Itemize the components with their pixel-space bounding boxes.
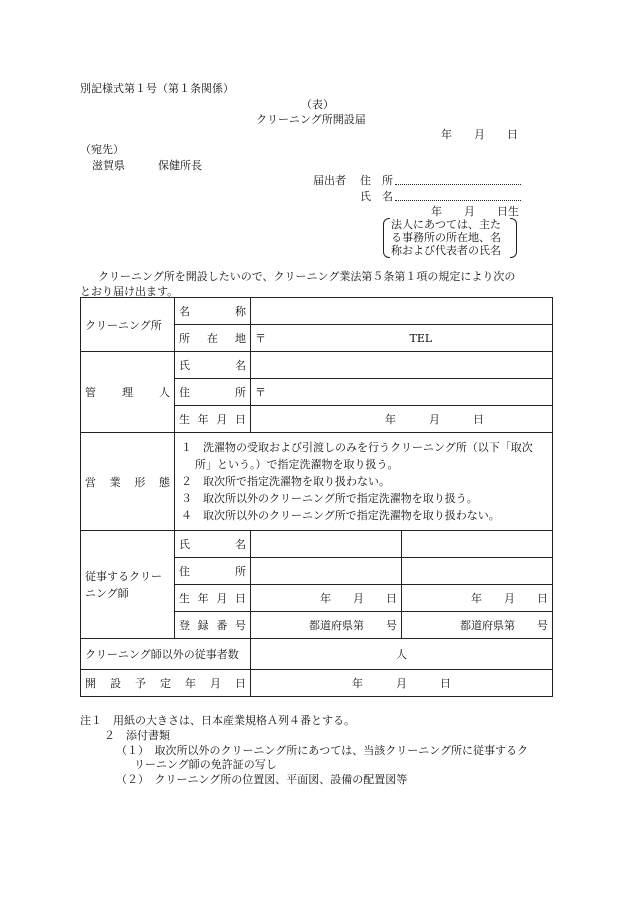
cleaner-birth-field-2[interactable]: 年 月 日 bbox=[402, 585, 553, 612]
manager-name-label: 氏 名 bbox=[175, 352, 251, 379]
business-option[interactable]: １ 洗濯物の受取および引渡しのみを行うクリーニング所（以下「取次所」という。）で指定洗濯物を取り扱う。 bbox=[181, 441, 533, 471]
postal-mark: 〒 bbox=[255, 386, 266, 399]
corporate-note-line: る事務所の所在地、名 bbox=[391, 231, 501, 244]
business-option[interactable]: ２ 取次所で指定洗濯物を取り扱わない。 bbox=[181, 475, 390, 488]
manager-birth-field[interactable]: 年 月 日 bbox=[251, 406, 553, 433]
note-1: 注１ 用紙の大きさは、日本産業規格Ａ列４番とする。 bbox=[80, 714, 355, 727]
manager-address-field[interactable] bbox=[251, 379, 553, 406]
postal-mark: 〒 bbox=[255, 332, 266, 345]
manager-header: 管 理 人 bbox=[81, 352, 175, 433]
manager-birth-label: 生 年 月 日 bbox=[175, 406, 251, 433]
submission-date: 年 月 日 bbox=[441, 128, 518, 141]
intro-text: とおり届け出ます。 bbox=[80, 285, 179, 298]
other-staff-label: クリーニング師以外の従事者数 bbox=[81, 639, 251, 670]
note-2-item-2: （２） クリーニング所の位置図、平面図、設備の配置図等 bbox=[116, 773, 408, 786]
cleaner-birth-label: 生 年 月 日 bbox=[175, 585, 251, 612]
manager-address-label: 住 所 bbox=[175, 379, 251, 406]
cleaner-birth-field-1[interactable]: 年 月 日 bbox=[251, 585, 402, 612]
opening-date-field[interactable]: 年 月 日 bbox=[251, 670, 553, 697]
business-option[interactable]: ３ 取次所以外のクリーニング所で指定洗濯物を取り扱う。 bbox=[181, 492, 478, 505]
form-title: クリーニング所開設届 bbox=[256, 113, 366, 126]
cleaner-address-label: 住 所 bbox=[175, 558, 251, 585]
form-side: （表） bbox=[301, 98, 334, 111]
cleaner-name-field-1[interactable] bbox=[251, 531, 402, 558]
manager-name-field[interactable] bbox=[251, 352, 553, 379]
shop-header: クリーニング所 bbox=[81, 298, 175, 352]
cleaner-name-label: 氏 名 bbox=[175, 531, 251, 558]
other-staff-field[interactable]: 人 bbox=[251, 639, 553, 670]
form-number: 別記様式第１号（第１条関係） bbox=[80, 82, 234, 95]
note-2-item-1-cont: リーニング師の免許証の写し bbox=[134, 758, 277, 771]
corporate-note-line: 称および代表者の氏名 bbox=[391, 244, 501, 257]
cleaner-name-field-2[interactable] bbox=[402, 531, 553, 558]
business-header: 営 業 形 態 bbox=[81, 433, 175, 531]
application-form-table bbox=[80, 297, 553, 697]
cleaner-reg-field-2[interactable]: 都道府県第 号 bbox=[402, 612, 553, 639]
corporate-note bbox=[383, 218, 517, 256]
applicant-name-label: 氏 名 bbox=[360, 190, 393, 203]
applicant-address-line[interactable] bbox=[395, 184, 521, 185]
addressee-label: （宛先） bbox=[80, 143, 124, 156]
business-options bbox=[175, 433, 553, 531]
intro-text: クリーニング所を開設したいので、クリーニング業法第５条第１項の規定により次の bbox=[98, 270, 516, 283]
cleaner-header: 従事するクリーニング師 bbox=[81, 531, 175, 639]
cleaner-reg-field-1[interactable]: 都道府県第 号 bbox=[251, 612, 402, 639]
shop-name-label: 名 称 bbox=[175, 298, 251, 325]
cleaner-address-field-2[interactable] bbox=[402, 558, 553, 585]
business-option[interactable]: ４ 取次所以外のクリーニング所で指定洗濯物を取り扱わない。 bbox=[181, 509, 500, 522]
note-2: ２ 添付書類 bbox=[104, 729, 170, 742]
opening-date-label: 開 設 予 定 年 月 日 bbox=[81, 670, 251, 697]
note-2-item-1: （１） 取次所以外のクリーニング所にあつては、当該クリーニング所に従事するク bbox=[116, 744, 529, 757]
applicant-address-label: 住 所 bbox=[360, 174, 393, 187]
applicant-label: 届出者 bbox=[313, 174, 346, 187]
applicant-name-line[interactable] bbox=[395, 200, 521, 201]
tel-label: TEL bbox=[409, 332, 433, 345]
corporate-note-line: 法人にあつては、主た bbox=[391, 218, 501, 231]
applicant-birth: 年 月 日生 bbox=[431, 205, 519, 218]
addressee: 滋賀県 保健所長 bbox=[92, 159, 202, 172]
cleaner-address-field-1[interactable] bbox=[251, 558, 402, 585]
shop-location-label: 所 在 地 bbox=[175, 325, 251, 352]
shop-name-field[interactable] bbox=[251, 298, 553, 325]
shop-location-field[interactable] bbox=[251, 325, 553, 352]
cleaner-reg-label: 登 録 番 号 bbox=[175, 612, 251, 639]
